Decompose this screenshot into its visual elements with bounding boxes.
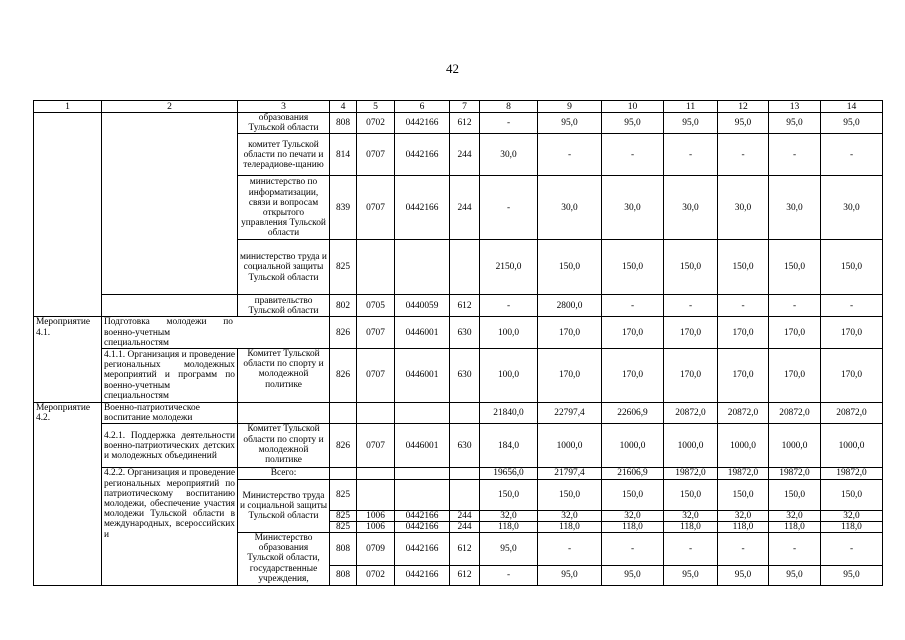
- value-cell: 95,0: [480, 533, 538, 566]
- activity-cell: Мероприятие 4.2.: [34, 403, 102, 586]
- code-cell: [395, 403, 450, 424]
- activity-cell: [34, 113, 102, 317]
- executor-cell: министерство труда и социальной защиты Тульской области: [238, 240, 330, 295]
- code-cell: 0702: [357, 566, 395, 586]
- code-cell: 825: [330, 521, 357, 532]
- value-cell: 150,0: [718, 479, 769, 510]
- value-cell: 170,0: [664, 349, 718, 403]
- code-cell: 826: [330, 349, 357, 403]
- budget-table: [33, 100, 883, 586]
- header-cell: 5: [357, 101, 395, 113]
- value-cell: 32,0: [718, 510, 769, 521]
- executor-cell: правительство Тульской области: [238, 295, 330, 317]
- code-cell: 244: [450, 134, 480, 176]
- value-cell: 95,0: [821, 113, 883, 134]
- value-cell: 21840,0: [480, 403, 538, 424]
- code-cell: 1006: [357, 521, 395, 532]
- value-cell: 150,0: [718, 240, 769, 295]
- value-cell: 20872,0: [821, 403, 883, 424]
- code-cell: 0707: [357, 176, 395, 240]
- value-cell: 20872,0: [664, 403, 718, 424]
- value-cell: 22797,4: [538, 403, 602, 424]
- value-cell: 170,0: [821, 317, 883, 349]
- value-cell: 32,0: [769, 510, 821, 521]
- description-cell: 4.2.1. Поддержка деятельности военно-патриотических детских и молодежных объединений: [102, 424, 238, 468]
- code-cell: 0442166: [395, 533, 450, 566]
- value-cell: 32,0: [664, 510, 718, 521]
- value-cell: -: [602, 134, 664, 176]
- activity-cell: Мероприятие 4.1.: [34, 317, 102, 403]
- code-cell: [357, 403, 395, 424]
- header-cell: 14: [821, 101, 883, 113]
- value-cell: 150,0: [538, 479, 602, 510]
- code-cell: 826: [330, 424, 357, 468]
- value-cell: -: [480, 566, 538, 586]
- value-cell: 19872,0: [718, 468, 769, 479]
- value-cell: 32,0: [480, 510, 538, 521]
- value-cell: 1000,0: [821, 424, 883, 468]
- page-number: 42: [446, 61, 459, 76]
- value-cell: 150,0: [538, 240, 602, 295]
- value-cell: 118,0: [769, 521, 821, 532]
- value-cell: 95,0: [821, 566, 883, 586]
- value-cell: 118,0: [480, 521, 538, 532]
- code-cell: 0442166: [395, 113, 450, 134]
- value-cell: -: [769, 295, 821, 317]
- code-cell: 630: [450, 317, 480, 349]
- code-cell: 612: [450, 533, 480, 566]
- value-cell: 32,0: [602, 510, 664, 521]
- value-cell: 20872,0: [718, 403, 769, 424]
- value-cell: 95,0: [718, 566, 769, 586]
- value-cell: 30,0: [769, 176, 821, 240]
- code-cell: 0709: [357, 533, 395, 566]
- column-number-row: [34, 101, 883, 113]
- code-cell: 0442166: [395, 176, 450, 240]
- code-cell: [395, 468, 450, 479]
- code-cell: 0702: [357, 113, 395, 134]
- description-cell: Подготовка молодежи по военно-учетным специальностям: [102, 317, 330, 349]
- value-cell: -: [821, 295, 883, 317]
- value-cell: 170,0: [602, 349, 664, 403]
- header-cell: 1: [34, 101, 102, 113]
- value-cell: -: [821, 533, 883, 566]
- code-cell: 808: [330, 566, 357, 586]
- value-cell: 150,0: [664, 479, 718, 510]
- header-cell: 4: [330, 101, 357, 113]
- code-cell: [330, 468, 357, 479]
- header-cell: 13: [769, 101, 821, 113]
- executor-cell: министерство по информатизации, связи и вопросам открытого управления Тульской области: [238, 176, 330, 240]
- value-cell: 118,0: [538, 521, 602, 532]
- value-cell: -: [769, 533, 821, 566]
- code-cell: 0446001: [395, 317, 450, 349]
- code-cell: 825: [330, 510, 357, 521]
- code-cell: 0707: [357, 317, 395, 349]
- value-cell: 95,0: [602, 566, 664, 586]
- description-cell: [102, 295, 238, 317]
- value-cell: -: [718, 533, 769, 566]
- description-cell: 4.1.1. Организация и проведение региональных молодежных мероприятий и программ по военно-учетным специальностям: [102, 349, 238, 403]
- value-cell: 150,0: [480, 479, 538, 510]
- value-cell: -: [480, 295, 538, 317]
- value-cell: 95,0: [602, 113, 664, 134]
- value-cell: 95,0: [664, 113, 718, 134]
- header-cell: 9: [538, 101, 602, 113]
- value-cell: 100,0: [480, 349, 538, 403]
- value-cell: -: [480, 113, 538, 134]
- code-cell: 0705: [357, 295, 395, 317]
- value-cell: -: [718, 134, 769, 176]
- table-row: [34, 403, 883, 424]
- value-cell: 170,0: [821, 349, 883, 403]
- code-cell: 0442166: [395, 566, 450, 586]
- executor-cell: образования Тульской области: [238, 113, 330, 134]
- value-cell: 95,0: [718, 113, 769, 134]
- code-cell: 0446001: [395, 349, 450, 403]
- value-cell: 170,0: [718, 317, 769, 349]
- code-cell: 808: [330, 533, 357, 566]
- value-cell: 95,0: [769, 113, 821, 134]
- code-cell: 630: [450, 349, 480, 403]
- header-cell: 10: [602, 101, 664, 113]
- code-cell: [450, 403, 480, 424]
- executor-cell: [238, 403, 330, 424]
- value-cell: 170,0: [602, 317, 664, 349]
- header-cell: 7: [450, 101, 480, 113]
- value-cell: 170,0: [718, 349, 769, 403]
- description-cell: Военно-патриотическое воспитание молодежи: [102, 403, 238, 424]
- executor-cell: Комитет Тульской области по спорту и молодежной политике: [238, 424, 330, 468]
- code-cell: 1006: [357, 510, 395, 521]
- value-cell: -: [664, 533, 718, 566]
- value-cell: 30,0: [664, 176, 718, 240]
- value-cell: 1000,0: [602, 424, 664, 468]
- header-cell: 8: [480, 101, 538, 113]
- code-cell: [357, 240, 395, 295]
- value-cell: 150,0: [821, 479, 883, 510]
- description-cell: 4.2.2. Организация и проведение региональных мероприятий по патриотическому воспитанию молодежи, обеспечение участия молодежи Тульской области в международных, всероссийских и: [102, 468, 238, 586]
- value-cell: -: [664, 295, 718, 317]
- value-cell: 118,0: [602, 521, 664, 532]
- code-cell: 0707: [357, 349, 395, 403]
- value-cell: 170,0: [769, 317, 821, 349]
- value-cell: -: [821, 134, 883, 176]
- value-cell: 150,0: [821, 240, 883, 295]
- code-cell: 612: [450, 113, 480, 134]
- value-cell: 20872,0: [769, 403, 821, 424]
- executor-cell: Всего:: [238, 468, 330, 479]
- code-cell: [450, 240, 480, 295]
- executor-cell: Министерство образования Тульской области, государственные учреждения,: [238, 533, 330, 586]
- code-cell: 802: [330, 295, 357, 317]
- executor-cell: Комитет Тульской области по спорту и молодежной политике: [238, 349, 330, 403]
- code-cell: 244: [450, 510, 480, 521]
- code-cell: 244: [450, 521, 480, 532]
- value-cell: 118,0: [821, 521, 883, 532]
- value-cell: 30,0: [718, 176, 769, 240]
- value-cell: 170,0: [664, 317, 718, 349]
- code-cell: 0440059: [395, 295, 450, 317]
- code-cell: 825: [330, 240, 357, 295]
- value-cell: 30,0: [821, 176, 883, 240]
- code-cell: 612: [450, 295, 480, 317]
- header-cell: 12: [718, 101, 769, 113]
- code-cell: 0442166: [395, 134, 450, 176]
- code-cell: 814: [330, 134, 357, 176]
- code-cell: [357, 468, 395, 479]
- table-row: [34, 317, 883, 349]
- executor-cell: Министерство труда и социальной защиты Тульской области: [238, 479, 330, 532]
- description-cell: [102, 113, 238, 295]
- code-cell: [450, 479, 480, 510]
- code-cell: 826: [330, 317, 357, 349]
- value-cell: 170,0: [769, 349, 821, 403]
- value-cell: -: [664, 134, 718, 176]
- value-cell: 32,0: [538, 510, 602, 521]
- value-cell: -: [538, 533, 602, 566]
- value-cell: 32,0: [821, 510, 883, 521]
- value-cell: 30,0: [480, 134, 538, 176]
- code-cell: 244: [450, 176, 480, 240]
- value-cell: 170,0: [538, 349, 602, 403]
- code-cell: [330, 403, 357, 424]
- value-cell: -: [769, 134, 821, 176]
- code-cell: 0442166: [395, 510, 450, 521]
- value-cell: 170,0: [538, 317, 602, 349]
- value-cell: 95,0: [769, 566, 821, 586]
- value-cell: 150,0: [769, 479, 821, 510]
- value-cell: 1000,0: [769, 424, 821, 468]
- value-cell: 150,0: [769, 240, 821, 295]
- value-cell: 118,0: [664, 521, 718, 532]
- value-cell: 22606,9: [602, 403, 664, 424]
- value-cell: 150,0: [602, 479, 664, 510]
- table-row: [34, 349, 883, 403]
- value-cell: 118,0: [718, 521, 769, 532]
- value-cell: 1000,0: [538, 424, 602, 468]
- code-cell: [395, 479, 450, 510]
- code-cell: [395, 240, 450, 295]
- header-cell: 11: [664, 101, 718, 113]
- value-cell: 150,0: [664, 240, 718, 295]
- value-cell: 19872,0: [664, 468, 718, 479]
- code-cell: 0446001: [395, 424, 450, 468]
- value-cell: -: [718, 295, 769, 317]
- value-cell: 100,0: [480, 317, 538, 349]
- value-cell: -: [538, 134, 602, 176]
- code-cell: 0442166: [395, 521, 450, 532]
- value-cell: 21606,9: [602, 468, 664, 479]
- value-cell: 19872,0: [769, 468, 821, 479]
- value-cell: -: [602, 295, 664, 317]
- value-cell: 19656,0: [480, 468, 538, 479]
- value-cell: 95,0: [664, 566, 718, 586]
- executor-cell: комитет Тульской области по печати и телерадиове-щанию: [238, 134, 330, 176]
- code-cell: 612: [450, 566, 480, 586]
- value-cell: -: [602, 533, 664, 566]
- value-cell: 30,0: [602, 176, 664, 240]
- code-cell: 839: [330, 176, 357, 240]
- value-cell: 2800,0: [538, 295, 602, 317]
- value-cell: 21797,4: [538, 468, 602, 479]
- code-cell: 630: [450, 424, 480, 468]
- value-cell: 1000,0: [664, 424, 718, 468]
- value-cell: 95,0: [538, 566, 602, 586]
- value-cell: 30,0: [538, 176, 602, 240]
- code-cell: 825: [330, 479, 357, 510]
- header-cell: 2: [102, 101, 238, 113]
- code-cell: 808: [330, 113, 357, 134]
- value-cell: 1000,0: [718, 424, 769, 468]
- value-cell: 19872,0: [821, 468, 883, 479]
- table-row: [34, 113, 883, 134]
- value-cell: 2150,0: [480, 240, 538, 295]
- code-cell: [450, 468, 480, 479]
- table-row: [34, 295, 883, 317]
- header-cell: 3: [238, 101, 330, 113]
- value-cell: 184,0: [480, 424, 538, 468]
- table-row: [34, 468, 883, 479]
- table-row: [34, 424, 883, 468]
- code-cell: 0707: [357, 134, 395, 176]
- value-cell: 150,0: [602, 240, 664, 295]
- value-cell: 95,0: [538, 113, 602, 134]
- code-cell: [357, 479, 395, 510]
- header-cell: 6: [395, 101, 450, 113]
- code-cell: 0707: [357, 424, 395, 468]
- value-cell: -: [480, 176, 538, 240]
